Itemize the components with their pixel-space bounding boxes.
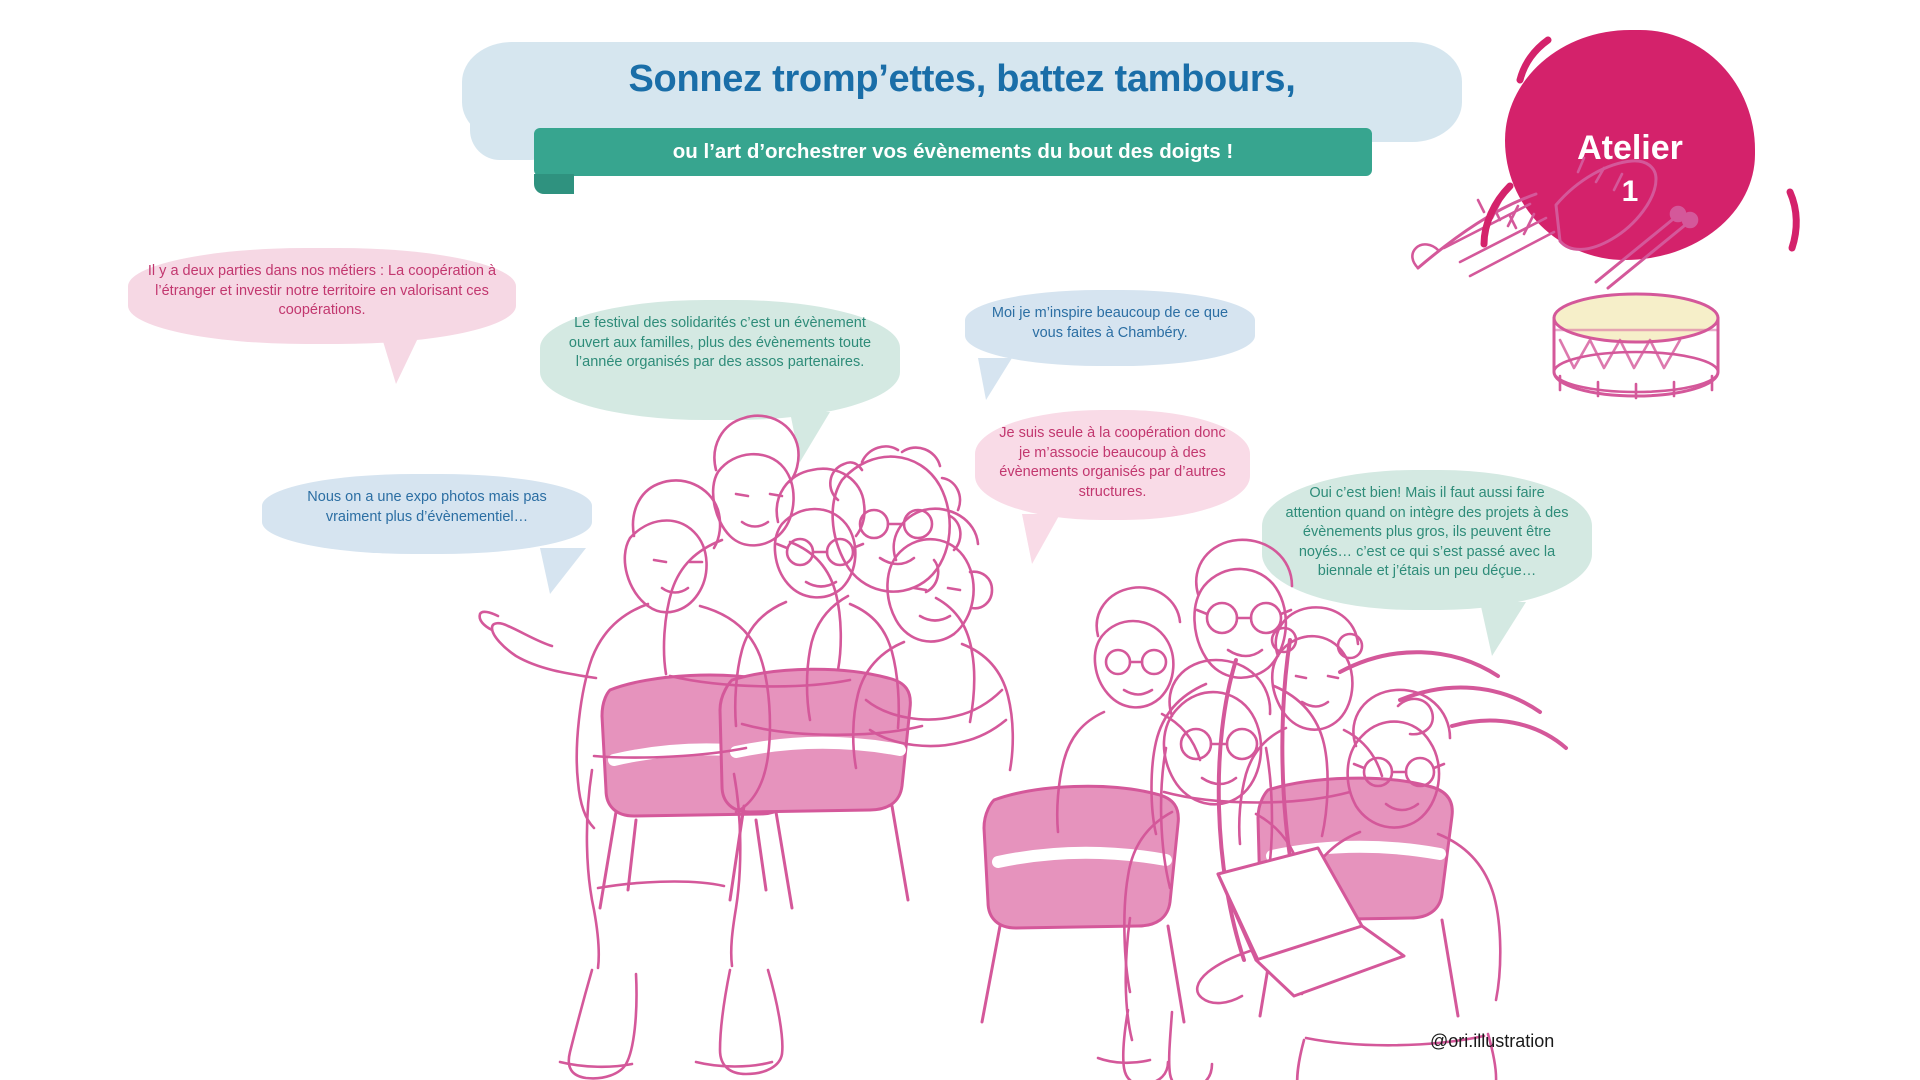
person-right-front-glasses <box>1098 660 1302 1080</box>
speech-bubble-chambery: Moi je m’inspire beaucoup de ce que vous faites à Chambéry. <box>965 290 1255 366</box>
speech-bubble-expo-tail <box>540 548 586 594</box>
person-left-front <box>480 480 783 1078</box>
atelier-badge-label <box>1505 126 1755 212</box>
atelier-badge-text: Atelier <box>1577 129 1683 167</box>
person-right-glassesA <box>1057 587 1200 832</box>
credit-text: @ori.illustration <box>1430 1031 1555 1051</box>
speech-bubble-chambery-tail <box>978 358 1012 400</box>
atelier-badge-number: 1 <box>1621 174 1639 208</box>
scene-right <box>982 540 1566 1080</box>
laptop-icon <box>1218 848 1404 996</box>
person-left-arms-crossed <box>853 509 1013 770</box>
speech-bubble-expo: Nous on a une expo photos mais pas vraiment plus d’évènementiel… <box>262 474 592 554</box>
person-left-curly <box>807 446 974 722</box>
page-title: Sonnez tromp’ettes, battez tambours, <box>628 58 1296 100</box>
person-right-laptop <box>1197 690 1500 1080</box>
speech-bubble-festival: Le festival des solidarités c’est un évènement ouvert aux familles, plus des évènements toute l’année organisés par des assos partenaires. <box>540 300 900 420</box>
speech-bubble-biennale-tail <box>1480 602 1526 656</box>
speech-bubble-biennale: Oui c’est bien! Mais il faut aussi faire attention quand on intègre des projets à des évènements plus gros, ils peuvent être noyés… c’est ce qui s’est passé avec la biennale et j’étais un peu déçue… <box>1262 470 1592 610</box>
speech-bubble-metiers-tail <box>382 338 418 384</box>
speech-bubble-cooperation: Je suis seule à la coopération donc je m’associe beaucoup à des évènements organisés par d’autres structures. <box>975 410 1250 520</box>
speech-bubble-cooperation-tail <box>1022 514 1060 564</box>
person-left-glasses <box>735 469 922 735</box>
speech-bubble-metiers: Il y a deux parties dans nos métiers : La coopération à l’étranger et investir notre territoire en valorisant ces coopérations. <box>128 248 516 344</box>
person-right-buns <box>1239 607 1382 844</box>
speech-bubble-festival-tail <box>790 412 830 462</box>
page-subtitle: ou l’art d’orchestrer vos évènements du bout des doigts ! <box>672 140 1234 163</box>
